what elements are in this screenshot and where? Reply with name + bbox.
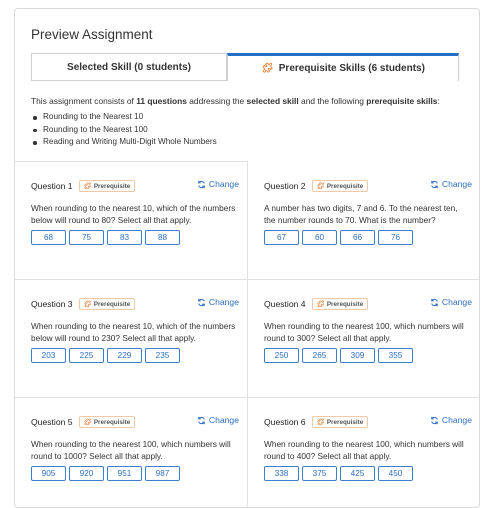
change-label: Change	[441, 415, 472, 425]
question-text: When rounding to the nearest 100, which numbers will round to 400? Select all that apply.	[264, 439, 464, 462]
prerequisite-icon: 🧩︎	[83, 183, 92, 190]
question-card	[31, 415, 241, 481]
change-question-button[interactable]	[197, 179, 239, 189]
answer-option[interactable]: 905	[31, 466, 66, 481]
refresh-icon	[430, 298, 439, 307]
summary-text: addressing the	[186, 96, 247, 106]
question-card	[264, 415, 474, 481]
change-question-button[interactable]	[430, 179, 472, 189]
answer-option[interactable]: 76	[378, 230, 413, 245]
answer-option[interactable]: 355	[378, 348, 413, 363]
answer-options	[264, 230, 474, 245]
answer-option[interactable]: 229	[107, 348, 142, 363]
question-title: Question 6	[264, 417, 306, 427]
selected-skill-term: selected skill	[246, 96, 299, 106]
change-label: Change	[441, 297, 472, 307]
prerequisite-icon: 🧩︎	[316, 183, 325, 190]
prerequisite-icon: 🧩︎	[83, 419, 92, 426]
change-question-button[interactable]	[197, 415, 239, 425]
answer-option[interactable]: 450	[378, 466, 413, 481]
change-label: Change	[208, 179, 239, 189]
tab-label: Prerequisite Skills (6 students)	[278, 63, 425, 74]
answer-option[interactable]: 309	[340, 348, 375, 363]
skill-item: Reading and Writing Multi-Digit Whole Numbers	[31, 136, 217, 149]
question-card	[31, 179, 241, 245]
answer-option[interactable]: 88	[145, 230, 180, 245]
question-card	[264, 297, 474, 363]
badge-label: Prerequisite	[93, 300, 131, 308]
answer-option[interactable]: 68	[31, 230, 66, 245]
answer-options	[31, 466, 241, 481]
answer-option[interactable]: 338	[264, 466, 299, 481]
question-count: 11 questions	[136, 96, 187, 106]
prerequisite-badge	[312, 416, 369, 428]
answer-options	[264, 466, 474, 481]
answer-option[interactable]: 951	[107, 466, 142, 481]
answer-options	[264, 348, 474, 363]
skill-item: Rounding to the Nearest 10	[31, 111, 217, 124]
answer-options	[31, 348, 241, 363]
page-title: Preview Assignment	[31, 27, 153, 42]
answer-option[interactable]: 225	[69, 348, 104, 363]
change-question-button[interactable]	[197, 297, 239, 307]
answer-option[interactable]: 375	[302, 466, 337, 481]
question-title: Question 2	[264, 181, 306, 191]
answer-option[interactable]: 987	[145, 466, 180, 481]
badge-label: Prerequisite	[93, 182, 131, 190]
prerequisite-badge	[312, 298, 369, 310]
refresh-icon	[430, 180, 439, 189]
question-card	[31, 297, 241, 363]
answer-option[interactable]: 265	[302, 348, 337, 363]
change-question-button[interactable]	[430, 297, 472, 307]
change-label: Change	[441, 179, 472, 189]
prerequisite-icon: 🧩︎	[261, 63, 274, 74]
answer-option[interactable]: 235	[145, 348, 180, 363]
badge-label: Prerequisite	[326, 418, 364, 426]
summary-text: :	[437, 96, 440, 106]
assignment-summary	[31, 96, 440, 106]
tab-label: Selected Skill (0 students)	[67, 61, 191, 73]
refresh-icon	[197, 416, 206, 425]
prerequisite-icon: 🧩︎	[83, 301, 92, 308]
skill-item: Rounding to the Nearest 100	[31, 124, 217, 137]
prerequisite-icon: 🧩︎	[316, 301, 325, 308]
question-card	[264, 179, 474, 245]
question-text: When rounding to the nearest 10, which of the numbers below will round to 230? Select all that apply.	[31, 321, 236, 344]
badge-label: Prerequisite	[93, 418, 131, 426]
question-title: Question 1	[31, 181, 73, 191]
question-text: When rounding to the nearest 10, which of the numbers below will round to 80? Select all that apply.	[31, 203, 236, 226]
refresh-icon	[430, 416, 439, 425]
question-title: Question 3	[31, 299, 73, 309]
change-label: Change	[208, 297, 239, 307]
prerequisite-badge	[79, 416, 136, 428]
tab-selected-skill[interactable]	[31, 53, 227, 81]
answer-option[interactable]: 67	[264, 230, 299, 245]
change-label: Change	[208, 415, 239, 425]
prerequisite-icon: 🧩︎	[316, 419, 325, 426]
refresh-icon	[197, 298, 206, 307]
row-divider	[15, 279, 480, 280]
tab-prerequisite-skills[interactable]	[227, 53, 459, 81]
answer-option[interactable]: 66	[340, 230, 375, 245]
badge-label: Prerequisite	[326, 300, 364, 308]
prerequisite-badge	[79, 180, 136, 192]
preview-assignment-panel	[14, 8, 480, 508]
question-text: When rounding to the nearest 100, which numbers will round to 300? Select all that apply.	[264, 321, 464, 344]
change-question-button[interactable]	[430, 415, 472, 425]
row-divider	[15, 397, 480, 398]
question-text: When rounding to the nearest 100, which numbers will round to 1000? Select all that apply.	[31, 439, 231, 462]
answer-options	[31, 230, 241, 245]
answer-option[interactable]: 83	[107, 230, 142, 245]
answer-option[interactable]: 425	[340, 466, 375, 481]
answer-option[interactable]: 60	[302, 230, 337, 245]
prerequisite-skills-term: prerequisite skills	[366, 96, 438, 106]
answer-option[interactable]: 250	[264, 348, 299, 363]
summary-text: and the following	[298, 96, 367, 106]
tab-bar	[31, 53, 459, 81]
summary-text: This assignment consists of	[31, 96, 137, 106]
question-title: Question 5	[31, 417, 73, 427]
prerequisite-badge	[79, 298, 136, 310]
answer-option[interactable]: 75	[69, 230, 104, 245]
refresh-icon	[197, 180, 206, 189]
answer-option[interactable]: 203	[31, 348, 66, 363]
answer-option[interactable]: 920	[69, 466, 104, 481]
badge-label: Prerequisite	[326, 182, 364, 190]
question-title: Question 4	[264, 299, 306, 309]
column-divider	[247, 161, 248, 508]
skill-list	[31, 111, 217, 149]
question-text: A number has two digits, 7 and 6. To the nearest ten, the number rounds to 70. What is the number?	[264, 203, 458, 226]
prerequisite-badge	[312, 180, 369, 192]
row-divider	[15, 161, 247, 162]
